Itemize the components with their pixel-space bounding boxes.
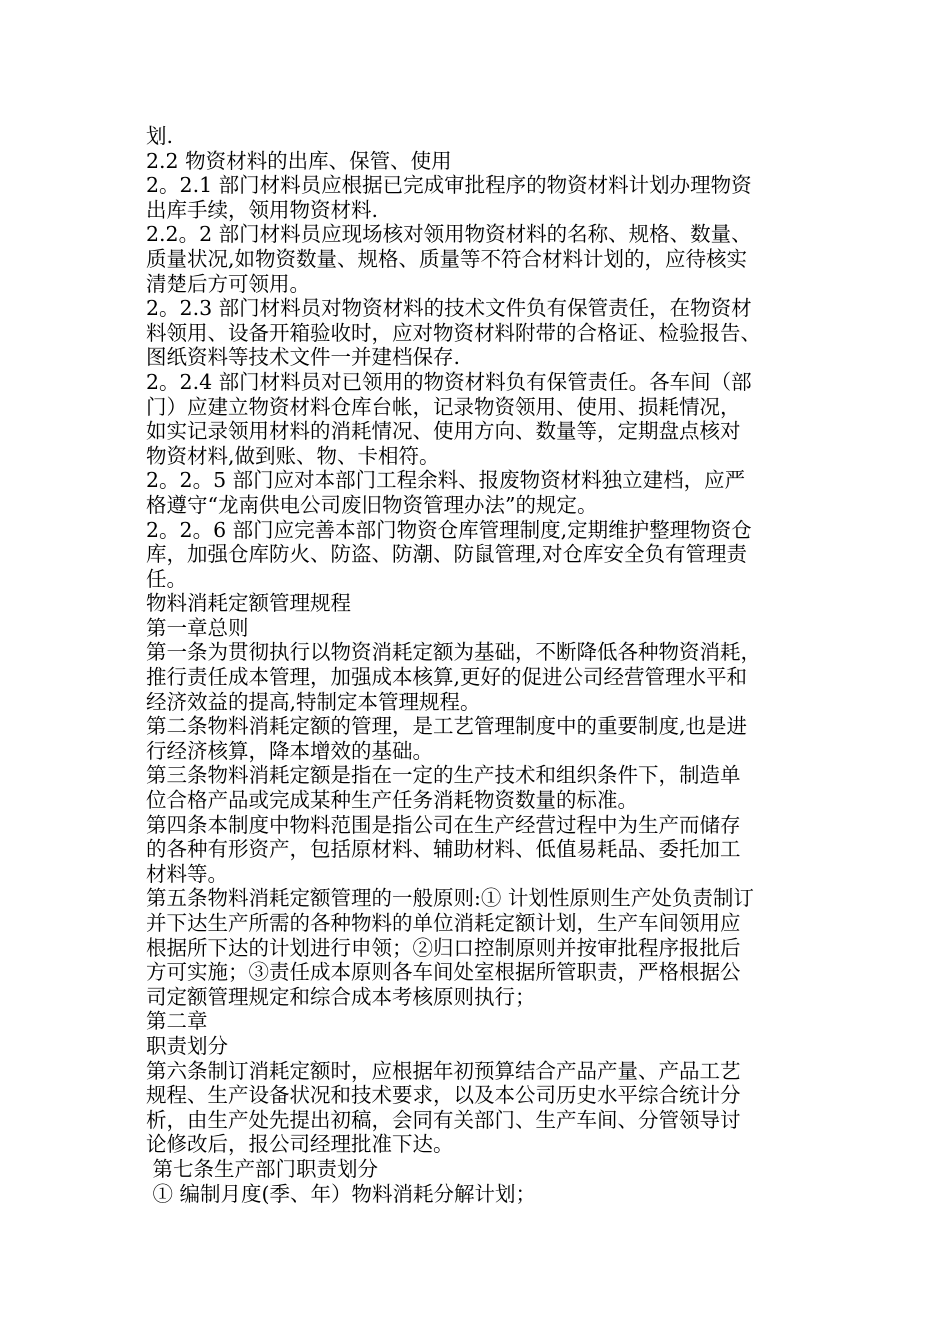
- document-title: 物料消耗定额管理规程: [146, 591, 351, 616]
- text-line: 2。2.1 部门材料员应根据已完成审批程序的物资材料计划办理物资: [146, 173, 752, 198]
- text-line: 并下达生产所需的各种物料的单位消耗定额计划，生产车间领用应: [146, 911, 741, 935]
- text-line: 2。2.3 部门材料员对物资材料的技术文件负有保管责任，在物资材: [146, 296, 752, 321]
- text-line: 第五条物料消耗定额管理的一般原则:① 计划性原则生产处负责制订: [146, 886, 754, 911]
- text-line: 第六条制订消耗定额时，应根据年初预算结合产品产量、产品工艺: [146, 1058, 741, 1083]
- text-line: 出库手续，领用物资材料.: [146, 197, 379, 222]
- chapter-subheading: 职责划分: [146, 1033, 228, 1058]
- text-line: 根据所下达的计划进行申领；②归口控制原则并按审批程序报批后: [146, 935, 741, 960]
- text-line: 第二条物料消耗定额的管理，是工艺管理制度中的重要制度,也是进: [146, 714, 748, 739]
- chapter-heading: 第一章总则: [146, 615, 249, 640]
- text-line: 2。2。6 部门应完善本部门物资仓库管理制度,定期维护整理物资仓: [146, 517, 752, 542]
- text-line: 析，由生产处先提出初稿，会同有关部门、生产车间、分管领导讨: [146, 1107, 741, 1132]
- text-line: 清楚后方可领用。: [146, 271, 310, 296]
- text-line: 料领用、设备开箱验收时，应对物资材料附带的合格证、检验报告、: [146, 320, 761, 345]
- text-line: 门）应建立物资材料仓库台帐，记录物资领用、使用、损耗情况，: [146, 394, 741, 419]
- text-line: 质量状况,如物资数量、规格、质量等不符合材料计划的，应待核实: [146, 246, 748, 271]
- text-line: 如实记录领用材料的消耗情况、使用方向、数量等，定期盘点核对: [146, 419, 741, 444]
- text-line: 第三条物料消耗定额是指在一定的生产技术和组织条件下，制造单: [146, 763, 741, 788]
- text-line: 方可实施；③责任成本原则各车间处室根据所管职责，严格根据公: [146, 960, 741, 985]
- text-line: 格遵守“龙南供电公司废旧物资管理办法”的规定。: [146, 492, 598, 517]
- text-line: 库，加强仓库防火、防盗、防潮、防鼠管理,对仓库安全负有管理责: [146, 542, 748, 567]
- text-line: 2。2.4 部门材料员对已领用的物资材料负有保管责任。各车间（部: [146, 369, 752, 394]
- text-line: ① 编制月度(季、年）物料消耗分解计划；: [146, 1181, 537, 1206]
- text-line: 任。: [146, 566, 187, 591]
- text-line: 第四条本制度中物料范围是指公司在生产经营过程中为生产而储存: [146, 812, 741, 837]
- text-line: 行经济核算，降本增效的基础。: [146, 738, 433, 763]
- text-line: 规程、生产设备状况和技术要求，以及本公司历史水平综合统计分: [146, 1083, 741, 1108]
- section-heading: 2.2 物资材料的出库、保管、使用: [146, 148, 452, 173]
- text-line: 材料等。: [146, 861, 228, 886]
- chapter-heading: 第二章: [146, 1009, 208, 1034]
- text-line: 经济效益的提高,特制定本管理规程。: [146, 689, 481, 714]
- text-line: 推行责任成本管理，加强成本核算,更好的促进公司经营管理水平和: [146, 665, 748, 690]
- document-body: [146, 124, 826, 1206]
- text-line: 位合格产品或完成某种生产任务消耗物资数量的标准。: [146, 788, 638, 813]
- text-line: 划.: [146, 124, 174, 148]
- text-line: 论修改后，报公司经理批准下达。: [146, 1132, 454, 1157]
- text-line: 第七条生产部门职责划分: [146, 1156, 379, 1181]
- text-line: 的各种有形资产，包括原材料、辅助材料、低值易耗品、委托加工: [146, 837, 741, 862]
- text-line: 司定额管理规定和综合成本考核原则执行；: [146, 984, 536, 1009]
- text-line: 图纸资料等技术文件一并建档保存.: [146, 345, 461, 370]
- text-line: 物资材料,做到账、物、卡相符。: [146, 443, 440, 468]
- text-line: 第一条为贯彻执行以物资消耗定额为基础，不断降低各种物资消耗，: [146, 640, 761, 665]
- text-line: 2。2。5 部门应对本部门工程余料、报废物资材料独立建档，应严: [146, 468, 746, 493]
- text-line: 2.2。2 部门材料员应现场核对领用物资材料的名称、规格、数量、: [146, 222, 752, 247]
